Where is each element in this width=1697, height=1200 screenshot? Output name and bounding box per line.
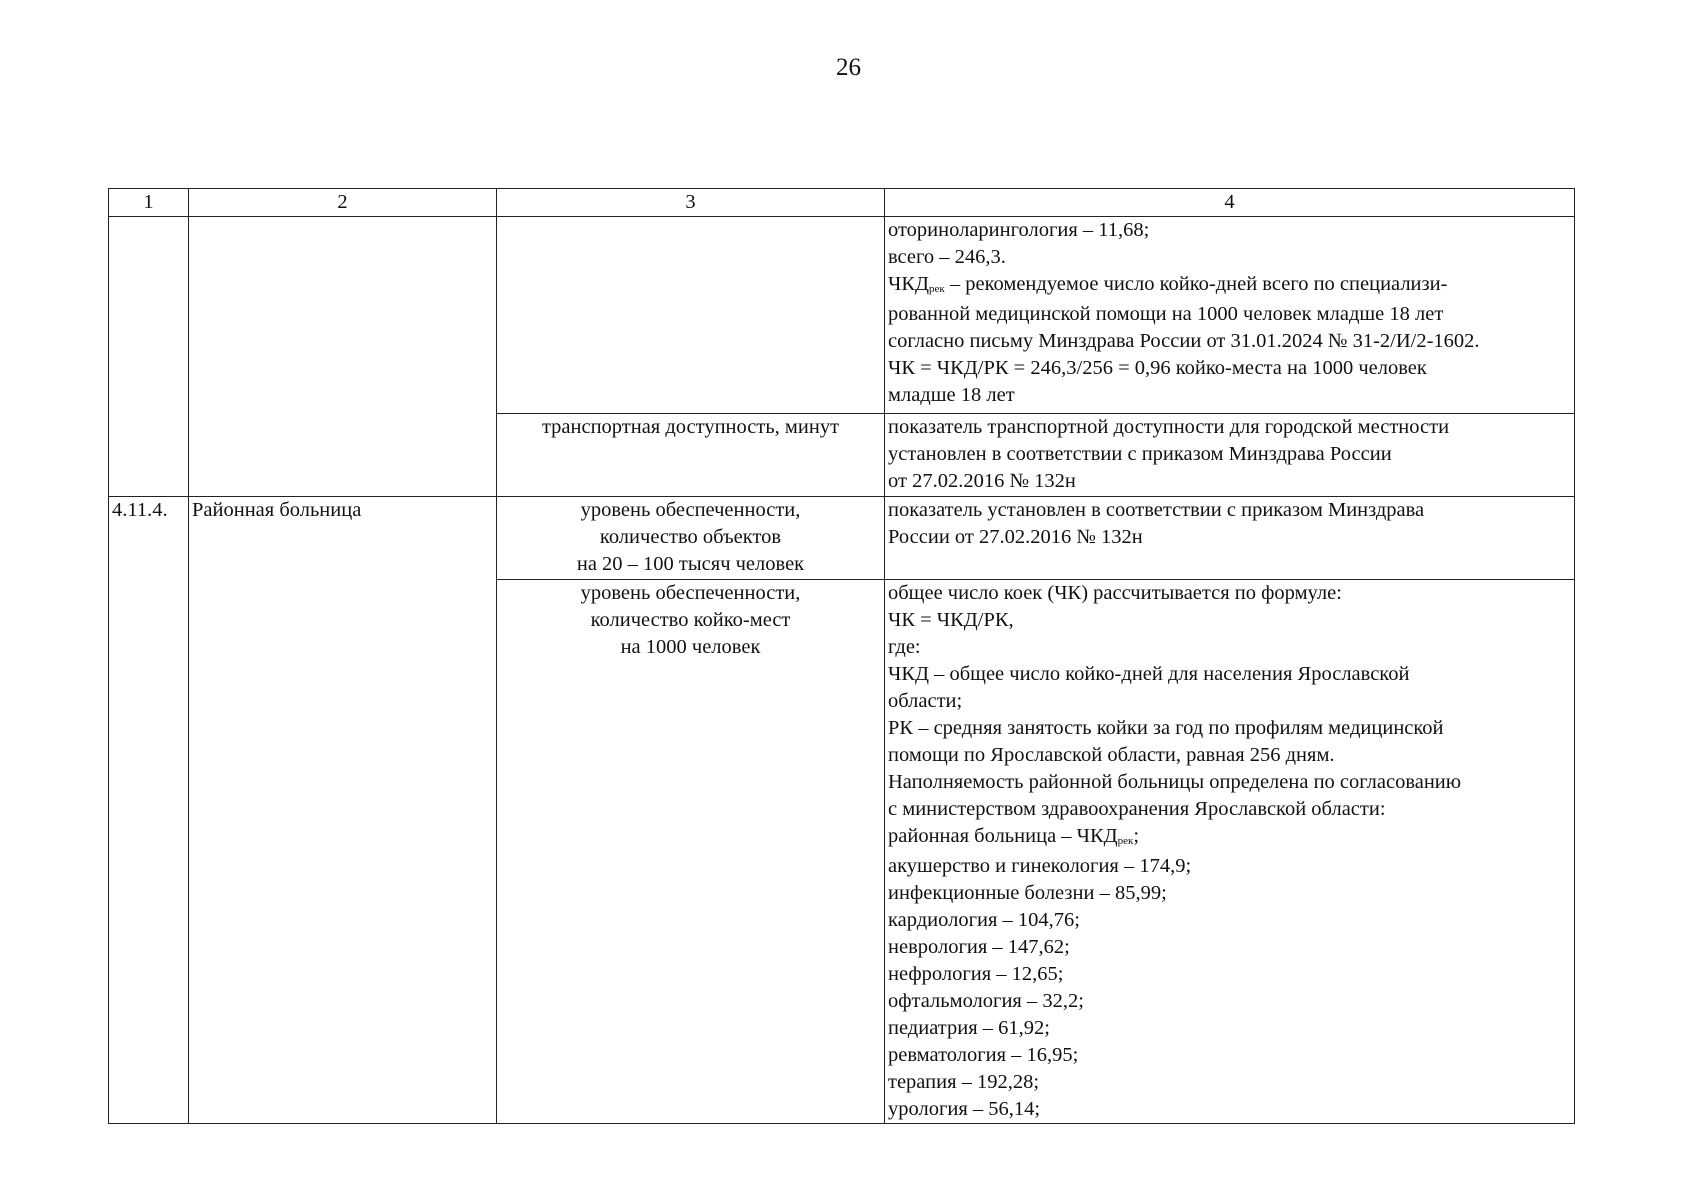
profile-line: педиатрия – 61,92;: [888, 1017, 1050, 1039]
profile-line: урология – 56,14;: [888, 1098, 1041, 1120]
text-line: количество объектов: [599, 526, 782, 548]
text-line: от 27.02.2016 № 132н: [888, 470, 1076, 492]
text-line: России от 27.02.2016 № 132н: [888, 526, 1143, 548]
text-line: ЧК = ЧКД/РК,: [888, 609, 1014, 631]
term-definition: – рекомендуемое число койко-дней всего по специализи-: [944, 273, 1448, 295]
district-hospital-label: районная больница – ЧКД: [888, 825, 1118, 847]
text-line: помощи по Ярославской области, равная 256 дням.: [888, 744, 1335, 766]
text-line: Наполняемость районной больницы определена по согласованию: [888, 771, 1462, 793]
header-col-3: 3: [497, 189, 885, 217]
cell-indicator-objects: [497, 497, 885, 580]
table-row-continuation: [109, 217, 1575, 414]
cell-calculation-transport: [885, 414, 1575, 497]
cell-number: 4.11.4.: [109, 497, 189, 1124]
profile-line: акушерство и гинекология – 174,9;: [888, 855, 1192, 877]
text-line: оториноларингология – 11,68;: [888, 219, 1150, 241]
cell-calculation-beds: [885, 580, 1575, 1124]
profile-line: ревматология – 16,95;: [888, 1044, 1079, 1066]
profile-line: нефрология – 12,65;: [888, 963, 1064, 985]
text-line: количество койко-мест: [590, 609, 791, 631]
text-line: уровень обеспеченности,: [580, 499, 801, 521]
text-line: с министерством здравоохранения Ярославской области:: [888, 798, 1386, 820]
text-line: общее число коек (ЧК) рассчитывается по формуле:: [888, 582, 1342, 604]
text-line: уровень обеспеченности,: [580, 582, 801, 604]
subscript-rek: рек: [1117, 835, 1134, 847]
header-col-1: 1: [109, 189, 189, 217]
cell-indicator-transport: транспортная доступность, минут: [497, 414, 885, 497]
profile-line: неврология – 147,62;: [888, 936, 1070, 958]
cell-calculation-objects: [885, 497, 1575, 580]
cell-indicator-empty: [497, 217, 885, 414]
standards-table: [108, 188, 1575, 1124]
header-col-2: 2: [189, 189, 497, 217]
text-line: на 20 – 100 тысяч человек: [576, 553, 805, 575]
cell-name-empty: [189, 217, 497, 497]
text-line: [888, 823, 1571, 853]
text-line: показатель установлен в соответствии с приказом Минздрава: [888, 499, 1425, 521]
text-line: установлен в соответствии с приказом Минздрава России: [888, 443, 1392, 465]
profile-line: офтальмология – 32,2;: [888, 990, 1084, 1012]
profile-line: инфекционные болезни – 85,99;: [888, 882, 1167, 904]
header-col-4: 4: [885, 189, 1575, 217]
text-line: младше 18 лет: [888, 384, 1015, 406]
subscript-rek: рек: [928, 283, 945, 295]
text-line: где:: [888, 636, 921, 658]
term-chkd: ЧКД: [888, 273, 929, 295]
table-row-district-hospital-objects: [109, 497, 1575, 580]
text-line: РК – средняя занятость койки за год по профилям медицинской: [888, 717, 1444, 739]
text-line: на 1000 человек: [620, 636, 761, 658]
text-line: ЧКД – общее число койко-дней для населения Ярославской: [888, 663, 1410, 685]
text-line: всего – 246,3.: [888, 246, 1006, 268]
text-line: показатель транспортной доступности для городской местности: [888, 416, 1450, 438]
profile-line: кардиология – 104,76;: [888, 909, 1080, 931]
cell-calculation-continuation: [885, 217, 1575, 414]
profile-line: терапия – 192,28;: [888, 1071, 1040, 1093]
text-line: рованной медицинской помощи на 1000 человек младше 18 лет: [888, 303, 1444, 325]
cell-indicator-beds: [497, 580, 885, 1124]
cell-name: Районная больница: [189, 497, 497, 1124]
text-line: [888, 271, 1571, 301]
page-number: 26: [836, 54, 861, 81]
semicolon: ;: [1133, 825, 1140, 847]
cell-number-empty: [109, 217, 189, 497]
text-line: ЧК = ЧКД/РК = 246,3/256 = 0,96 койко-места на 1000 человек: [888, 357, 1427, 379]
text-line: области;: [888, 690, 963, 712]
table-header-row: [109, 189, 1575, 217]
text-line: согласно письму Минздрава России от 31.01.2024 № 31-2/И/2-1602.: [888, 330, 1480, 352]
